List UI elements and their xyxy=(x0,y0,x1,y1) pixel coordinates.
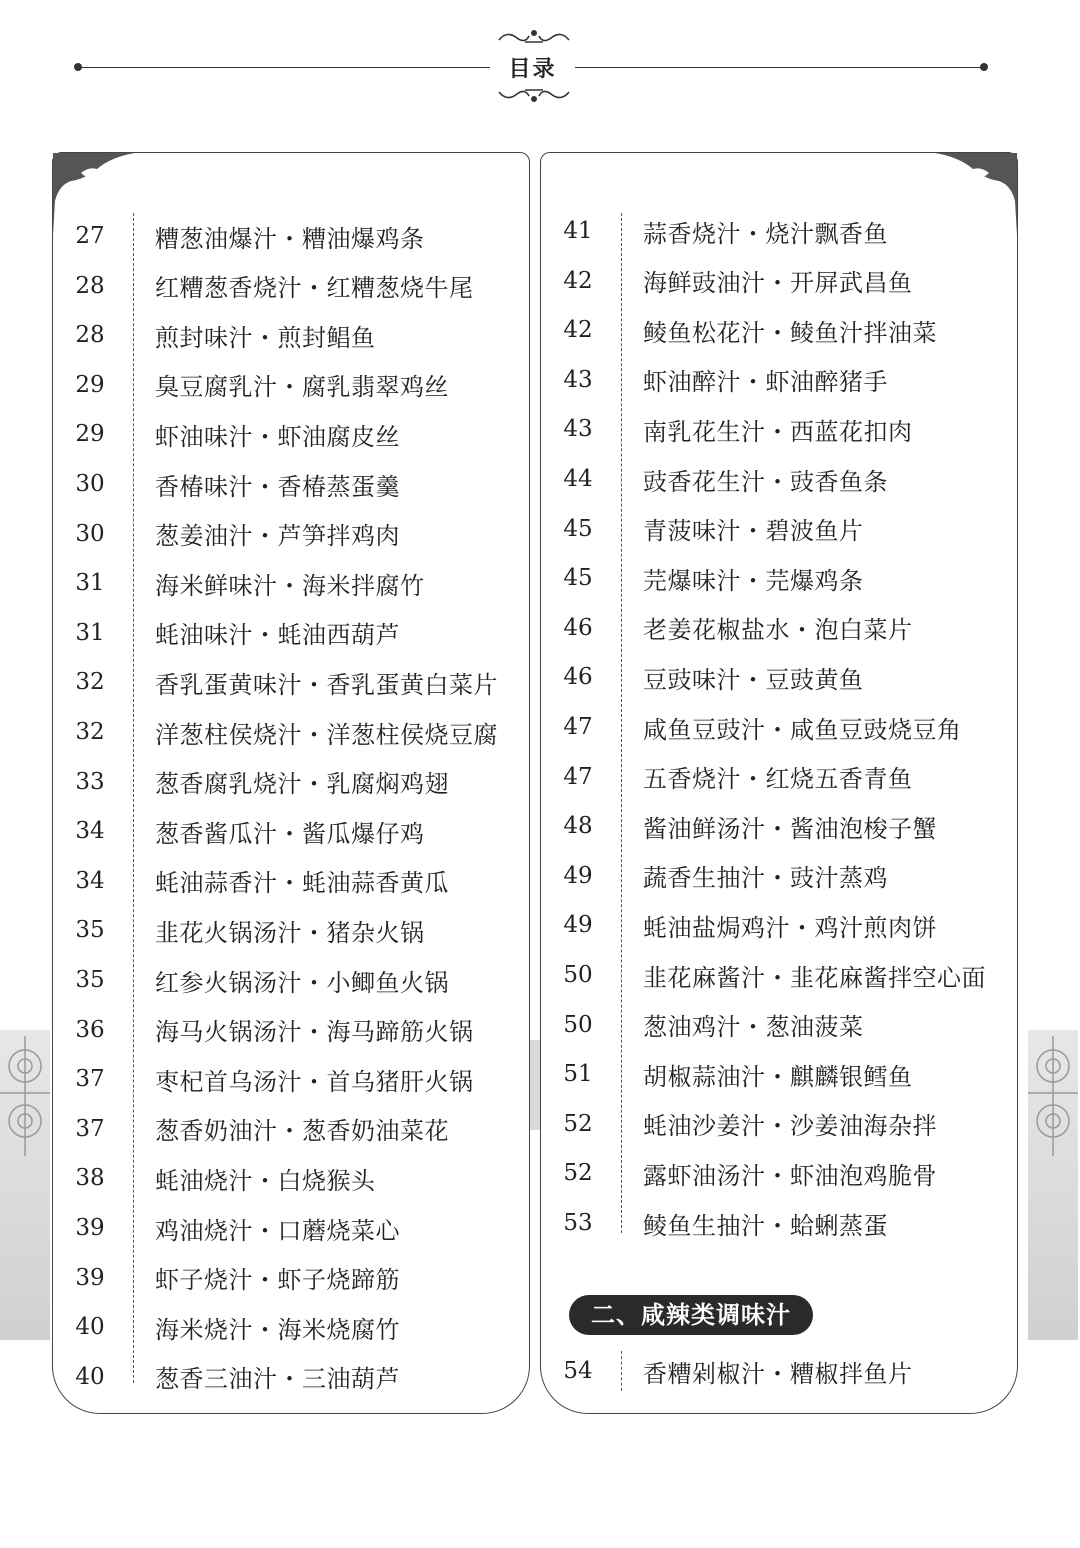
toc-page-number: 45 xyxy=(563,565,593,592)
toc-entry-title: 鸡油烧汁・口蘑烧菜心 xyxy=(155,1216,400,1245)
toc-entry-title: 露虾油汤汁・虾油泡鸡脆骨 xyxy=(643,1161,937,1190)
toc-page-number: 46 xyxy=(563,664,593,691)
toc-entry-title: 臭豆腐乳汁・腐乳翡翠鸡丝 xyxy=(155,373,449,402)
toc-entry[interactable] xyxy=(541,409,1011,449)
toc-entry[interactable] xyxy=(53,1109,523,1149)
toc-page-number: 37 xyxy=(75,1066,105,1093)
header-rule-right xyxy=(575,67,985,68)
toc-page-number: 35 xyxy=(75,967,105,993)
toc-page-number: 29 xyxy=(75,421,105,448)
toc-entry[interactable] xyxy=(53,960,523,1000)
toc-entry-title: 煎封味汁・煎封鲳鱼 xyxy=(155,323,376,352)
toc-entry-title: 蔬香生抽汁・豉汁蒸鸡 xyxy=(643,864,888,893)
toc-entry[interactable] xyxy=(541,806,1011,846)
toc-entry-title: 红糟葱香烧汁・红糟葱烧牛尾 xyxy=(155,274,474,303)
toc-page-number: 32 xyxy=(75,719,105,745)
toc-entry-title: 葱香奶油汁・葱香奶油菜花 xyxy=(155,1117,449,1146)
toc-entry-title: 洋葱柱侯烧汁・洋葱柱侯烧豆腐 xyxy=(155,720,498,749)
toc-entry[interactable] xyxy=(53,861,523,901)
decorative-band-right xyxy=(1028,1030,1078,1340)
toc-entry[interactable] xyxy=(53,464,523,504)
toc-page-number: 47 xyxy=(563,763,593,790)
toc-entry[interactable] xyxy=(541,310,1011,350)
toc-entry[interactable] xyxy=(541,707,1011,747)
header-ornament-top xyxy=(495,24,573,46)
toc-entry[interactable] xyxy=(53,414,523,454)
toc-entry-title: 鲮鱼松花汁・鲮鱼汁拌油菜 xyxy=(643,318,937,347)
toc-page-number: 43 xyxy=(563,416,593,443)
toc-page-number: 39 xyxy=(75,1264,105,1291)
toc-entry-title: 海米鲜味汁・海米拌腐竹 xyxy=(155,571,425,600)
toc-entry[interactable] xyxy=(53,613,523,653)
toc-page-number: 50 xyxy=(563,962,593,988)
toc-entry[interactable] xyxy=(541,1005,1011,1045)
toc-entry[interactable] xyxy=(541,905,1011,945)
toc-page-number: 48 xyxy=(563,813,593,840)
header-ornament-bottom xyxy=(495,86,573,108)
toc-page-number: 29 xyxy=(75,371,105,398)
toc-entry[interactable] xyxy=(53,266,523,306)
toc-page-number: 36 xyxy=(75,1016,105,1043)
toc-page-number: 47 xyxy=(563,714,593,740)
toc-page-number: 34 xyxy=(75,818,105,845)
toc-page-number: 50 xyxy=(563,1011,593,1038)
toc-entry-title: 葱香酱瓜汁・酱瓜爆仔鸡 xyxy=(155,819,425,848)
header-rule-dot-left xyxy=(74,63,82,71)
toc-entry[interactable] xyxy=(541,1351,1011,1391)
toc-page-number: 45 xyxy=(563,515,593,542)
toc-entry[interactable] xyxy=(53,762,523,802)
toc-entry-title: 香乳蛋黄味汁・香乳蛋黄白菜片 xyxy=(155,670,498,699)
toc-page-number: 30 xyxy=(75,471,105,497)
toc-page-number: 40 xyxy=(75,1363,105,1390)
toc-page-number: 49 xyxy=(563,912,593,939)
toc-entry-title: 葱油鸡汁・葱油菠菜 xyxy=(643,1013,864,1042)
toc-entry[interactable] xyxy=(53,1010,523,1050)
toc-entry[interactable] xyxy=(53,1208,523,1248)
toc-entry[interactable] xyxy=(53,563,523,603)
toc-entry[interactable] xyxy=(53,1258,523,1298)
toc-entry-title: 鲮鱼生抽汁・蛤蜊蒸蛋 xyxy=(643,1211,888,1240)
toc-entry[interactable] xyxy=(53,1158,523,1198)
toc-entry-title: 豆豉味汁・豆豉黄鱼 xyxy=(643,665,864,694)
toc-entry[interactable] xyxy=(53,514,523,554)
toc-entry[interactable] xyxy=(53,811,523,851)
toc-panel-left xyxy=(52,152,530,1414)
toc-entry-title: 海鲜豉油汁・开屏武昌鱼 xyxy=(643,269,913,298)
toc-entry-title: 韭花火锅汤汁・猪杂火锅 xyxy=(155,918,425,947)
toc-entry[interactable] xyxy=(541,261,1011,301)
toc-page-number: 31 xyxy=(75,570,105,597)
toc-entry-title: 虾油醉汁・虾油醉猪手 xyxy=(643,368,888,397)
toc-page-number: 42 xyxy=(563,317,593,344)
page-title: 目录 xyxy=(508,57,557,82)
toc-page-number: 53 xyxy=(563,1210,593,1236)
toc-page-number: 43 xyxy=(563,366,593,393)
toc-entry-title: 蚝油味汁・蚝油西葫芦 xyxy=(155,621,400,650)
toc-entry-title: 蚝油烧汁・白烧猴头 xyxy=(155,1166,376,1195)
toc-entry[interactable] xyxy=(541,1203,1011,1243)
decorative-band-left xyxy=(0,1030,50,1340)
toc-page-number: 52 xyxy=(563,1160,593,1187)
toc-entry-title: 蚝油沙姜汁・沙姜油海杂拌 xyxy=(643,1112,937,1141)
toc-entry-title: 虾子烧汁・虾子烧蹄筋 xyxy=(155,1266,400,1295)
toc-page-number: 30 xyxy=(75,520,105,547)
toc-page-number: 46 xyxy=(563,614,593,641)
toc-entry-title: 香糟剁椒汁・糟椒拌鱼片 xyxy=(643,1359,913,1388)
toc-entry-title: 糟葱油爆汁・糟油爆鸡条 xyxy=(155,224,425,253)
toc-entry[interactable] xyxy=(541,955,1011,995)
toc-page-number: 31 xyxy=(75,619,105,646)
lattice-pattern-icon xyxy=(0,1036,50,1156)
toc-page-number: 34 xyxy=(75,867,105,894)
toc-entry[interactable] xyxy=(541,1153,1011,1193)
toc-page-number: 41 xyxy=(563,218,593,244)
toc-entry-title: 红参火锅汤汁・小鲫鱼火锅 xyxy=(155,968,449,997)
toc-entry-title: 韭花麻酱汁・韭花麻酱拌空心面 xyxy=(643,963,986,992)
toc-entry[interactable] xyxy=(53,662,523,702)
header-rule-left xyxy=(78,67,490,68)
toc-entry[interactable] xyxy=(53,315,523,355)
toc-entry-title: 老姜花椒盐水・泡白菜片 xyxy=(643,616,913,645)
header-rule-dot-right xyxy=(980,63,988,71)
toc-page-number: 32 xyxy=(75,669,105,696)
toc-entry[interactable] xyxy=(541,509,1011,549)
toc-entry-title: 葱姜油汁・芦笋拌鸡肉 xyxy=(155,522,400,551)
toc-entry-title: 咸鱼豆豉汁・咸鱼豆豉烧豆角 xyxy=(643,715,962,744)
toc-entry-title: 葱香三油汁・三油葫芦 xyxy=(155,1365,400,1394)
toc-entry-title: 枣杞首乌汤汁・首乌猪肝火锅 xyxy=(155,1067,474,1096)
toc-entry-title: 香椿味汁・香椿蒸蛋羹 xyxy=(155,472,400,501)
toc-entry[interactable] xyxy=(53,1357,523,1397)
toc-page-number: 49 xyxy=(563,862,593,889)
toc-entry[interactable] xyxy=(541,1104,1011,1144)
toc-entry[interactable] xyxy=(541,360,1011,400)
toc-entry-title: 胡椒蒜油汁・麒麟银鳕鱼 xyxy=(643,1062,913,1091)
toc-entry-title: 蒜香烧汁・烧汁飘香鱼 xyxy=(643,219,888,248)
toc-entry[interactable] xyxy=(541,608,1011,648)
toc-entry-title: 南乳花生汁・西蓝花扣肉 xyxy=(643,417,913,446)
toc-entry[interactable] xyxy=(541,1054,1011,1094)
toc-entry-title: 海米烧汁・海米烧腐竹 xyxy=(155,1315,400,1344)
toc-entry[interactable] xyxy=(541,657,1011,697)
toc-panel-right xyxy=(540,152,1018,1414)
toc-entry[interactable] xyxy=(53,216,523,256)
toc-entry[interactable] xyxy=(53,712,523,752)
toc-entry[interactable] xyxy=(541,211,1011,251)
toc-entry[interactable] xyxy=(541,757,1011,797)
toc-page-number: 51 xyxy=(563,1061,593,1088)
toc-entry-title: 酱油鲜汤汁・酱油泡梭子蟹 xyxy=(643,814,937,843)
toc-entry[interactable] xyxy=(53,910,523,950)
toc-entry[interactable] xyxy=(541,459,1011,499)
lattice-pattern-icon xyxy=(1028,1036,1078,1156)
toc-entry-title: 蚝油盐焗鸡汁・鸡汁煎肉饼 xyxy=(643,913,937,942)
section-heading-badge[interactable]: 二、咸辣类调味汁 xyxy=(569,1295,813,1335)
toc-page-number: 28 xyxy=(75,272,105,299)
toc-page-number: 52 xyxy=(563,1110,593,1137)
toc-entry-title: 五香烧汁・红烧五香青鱼 xyxy=(643,765,913,794)
toc-entry-title: 海马火锅汤汁・海马蹄筋火锅 xyxy=(155,1018,474,1047)
toc-page-number: 37 xyxy=(75,1115,105,1142)
toc-page-number: 38 xyxy=(75,1165,105,1192)
toc-entry-title: 豉香花生汁・豉香鱼条 xyxy=(643,467,888,496)
toc-entry-title: 葱香腐乳烧汁・乳腐焖鸡翅 xyxy=(155,770,449,799)
toc-page-number: 28 xyxy=(75,322,105,349)
toc-entry-title: 芫爆味汁・芫爆鸡条 xyxy=(643,566,864,595)
toc-page-number: 40 xyxy=(75,1314,105,1341)
toc-entry[interactable] xyxy=(541,856,1011,896)
toc-page-number: 44 xyxy=(563,466,593,492)
toc-entry-title: 青菠味汁・碧波鱼片 xyxy=(643,517,864,546)
toc-page-number: 54 xyxy=(563,1358,593,1384)
toc-page-number: 39 xyxy=(75,1215,105,1241)
toc-entry[interactable] xyxy=(53,1059,523,1099)
toc-entry[interactable] xyxy=(53,365,523,405)
toc-entry[interactable] xyxy=(53,1307,523,1347)
toc-page-number: 27 xyxy=(75,223,105,249)
toc-page-number: 42 xyxy=(563,267,593,294)
toc-page-number: 33 xyxy=(75,768,105,795)
toc-entry-title: 虾油味汁・虾油腐皮丝 xyxy=(155,422,400,451)
toc-entry[interactable] xyxy=(541,558,1011,598)
toc-page-number: 35 xyxy=(75,917,105,944)
toc-entry-title: 蚝油蒜香汁・蚝油蒜香黄瓜 xyxy=(155,869,449,898)
